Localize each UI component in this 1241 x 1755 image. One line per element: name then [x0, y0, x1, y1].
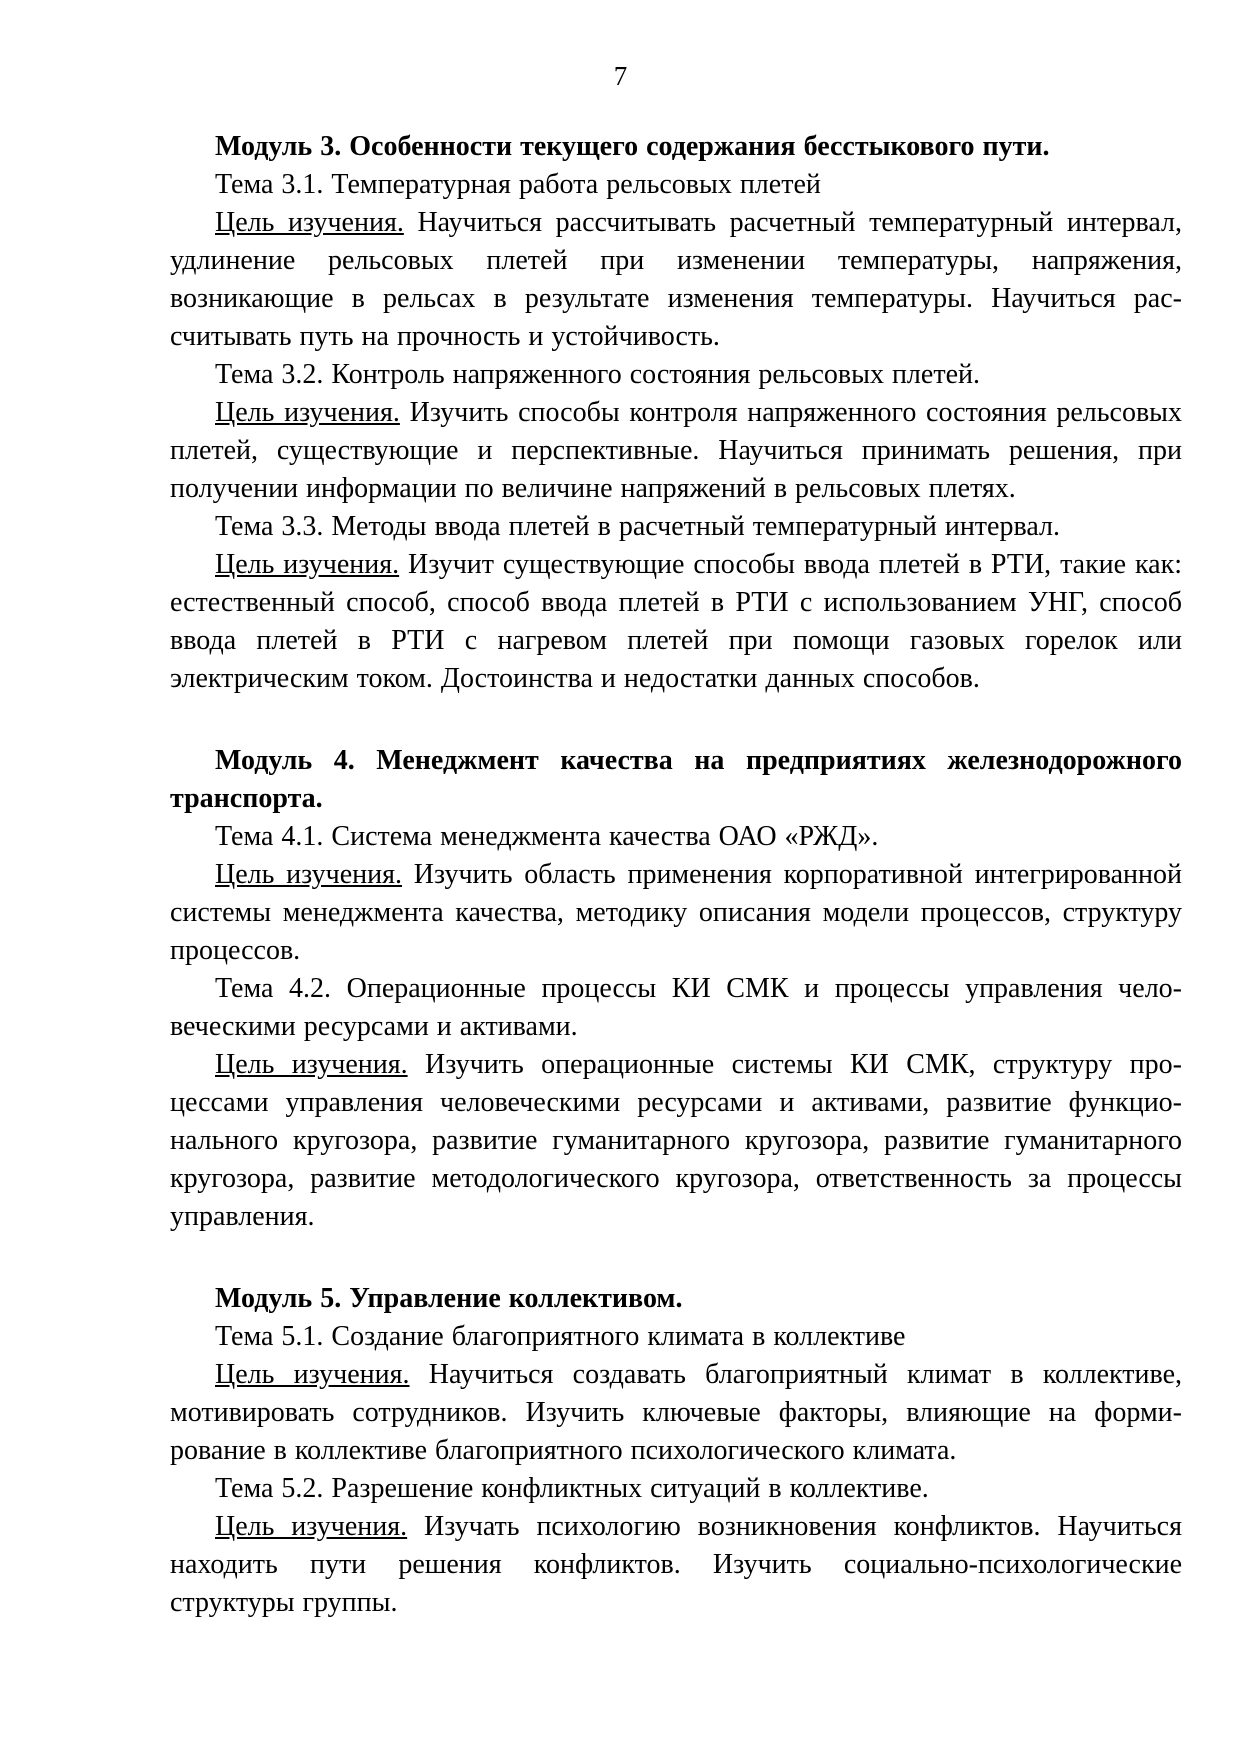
- goal-label: Цель изучения.: [215, 859, 402, 890]
- goal-paragraph: [170, 394, 1182, 508]
- goal-text: Научиться рассчитывать расчетный температурный интервал, удлинение рельсовых плетей при изменении температуры, напряжения, возникающие в рельсах в результате изменения температуры. Научиться рассчитывать путь на прочность и устойчивость.: [170, 207, 1182, 352]
- document-content: [170, 128, 1182, 1622]
- goal-text: Изучить операционные системы КИ СМК, структуру процессами управления человеческими ресурсами и активами, развитие функционального кругозора, развитие гуманитарного кругозора, развитие гуманитарного кругозора, развитие методологического кругозора, ответственность за процессы управления.: [170, 1049, 1182, 1232]
- goal-label: Цель изучения.: [215, 549, 400, 580]
- goal-text: Изучить способы контроля напряженного состояния рельсовых плетей, существующие и перспективные. Научиться принимать решения, при получении информации по величине напряжений в рельсовых плетях.: [170, 397, 1182, 504]
- topic-line: Тема 3.2. Контроль напряженного состояния рельсовых плетей.: [215, 359, 980, 390]
- goal-label: Цель изучения.: [215, 1049, 408, 1080]
- module-heading: Модуль 3. Особенности текущего содержания бесстыкового пути.: [215, 131, 1050, 162]
- topic-line: Тема 4.2. Операционные процессы КИ СМК и процессы управления человеческими ресурсами и активами.: [170, 973, 1182, 1042]
- goal-paragraph: [170, 204, 1182, 356]
- topic-line: Тема 4.1. Система менеджмента качества ОАО «РЖД».: [215, 821, 879, 852]
- goal-paragraph: [170, 546, 1182, 698]
- goal-text: Изучит существующие способы ввода плетей в РТИ, такие как: естественный способ, способ ввода плетей в РТИ с использованием УНГ, способ ввода плетей в РТИ с нагревом плетей при помощи газовых горелок или электрическим током. Достоинства и недостатки данных способов.: [170, 549, 1182, 694]
- module-heading: Модуль 4. Менеджмент качества на предприятиях железнодорожного транспорта.: [170, 745, 1182, 814]
- goal-text: Научиться создавать благоприятный климат в коллективе, мотивировать сотрудников. Изучить ключевые факторы, влияющие на формирование в коллективе благоприятного психологического климата.: [170, 1359, 1182, 1466]
- topic-line: Тема 3.3. Методы ввода плетей в расчетный температурный интервал.: [215, 511, 1060, 542]
- goal-label: Цель изучения.: [215, 1359, 410, 1390]
- goal-paragraph: [170, 1508, 1182, 1622]
- goal-label: Цель изучения.: [215, 397, 400, 428]
- goal-text: Изучить область применения корпоративной интегрированной системы менеджмента качества, методику описания модели процессов, структуру процессов.: [170, 859, 1182, 966]
- module-heading: Модуль 5. Управление коллективом.: [215, 1283, 683, 1314]
- goal-label: Цель изучения.: [215, 207, 404, 238]
- goal-label: Цель изучения.: [215, 1511, 408, 1542]
- page-number: 7: [613, 61, 628, 91]
- topic-line: Тема 5.2. Разрешение конфликтных ситуаций в коллективе.: [215, 1473, 929, 1504]
- goal-paragraph: [170, 1046, 1182, 1236]
- goal-text: Изучать психологию возникновения конфликтов. Научиться находить пути решения конфликтов. Изучить социально-психологические структуры группы.: [170, 1511, 1182, 1618]
- topic-line: Тема 5.1. Создание благоприятного климата в коллективе: [215, 1321, 906, 1352]
- goal-paragraph: [170, 1356, 1182, 1470]
- topic-line: Тема 3.1. Температурная работа рельсовых плетей: [215, 169, 821, 200]
- goal-paragraph: [170, 856, 1182, 970]
